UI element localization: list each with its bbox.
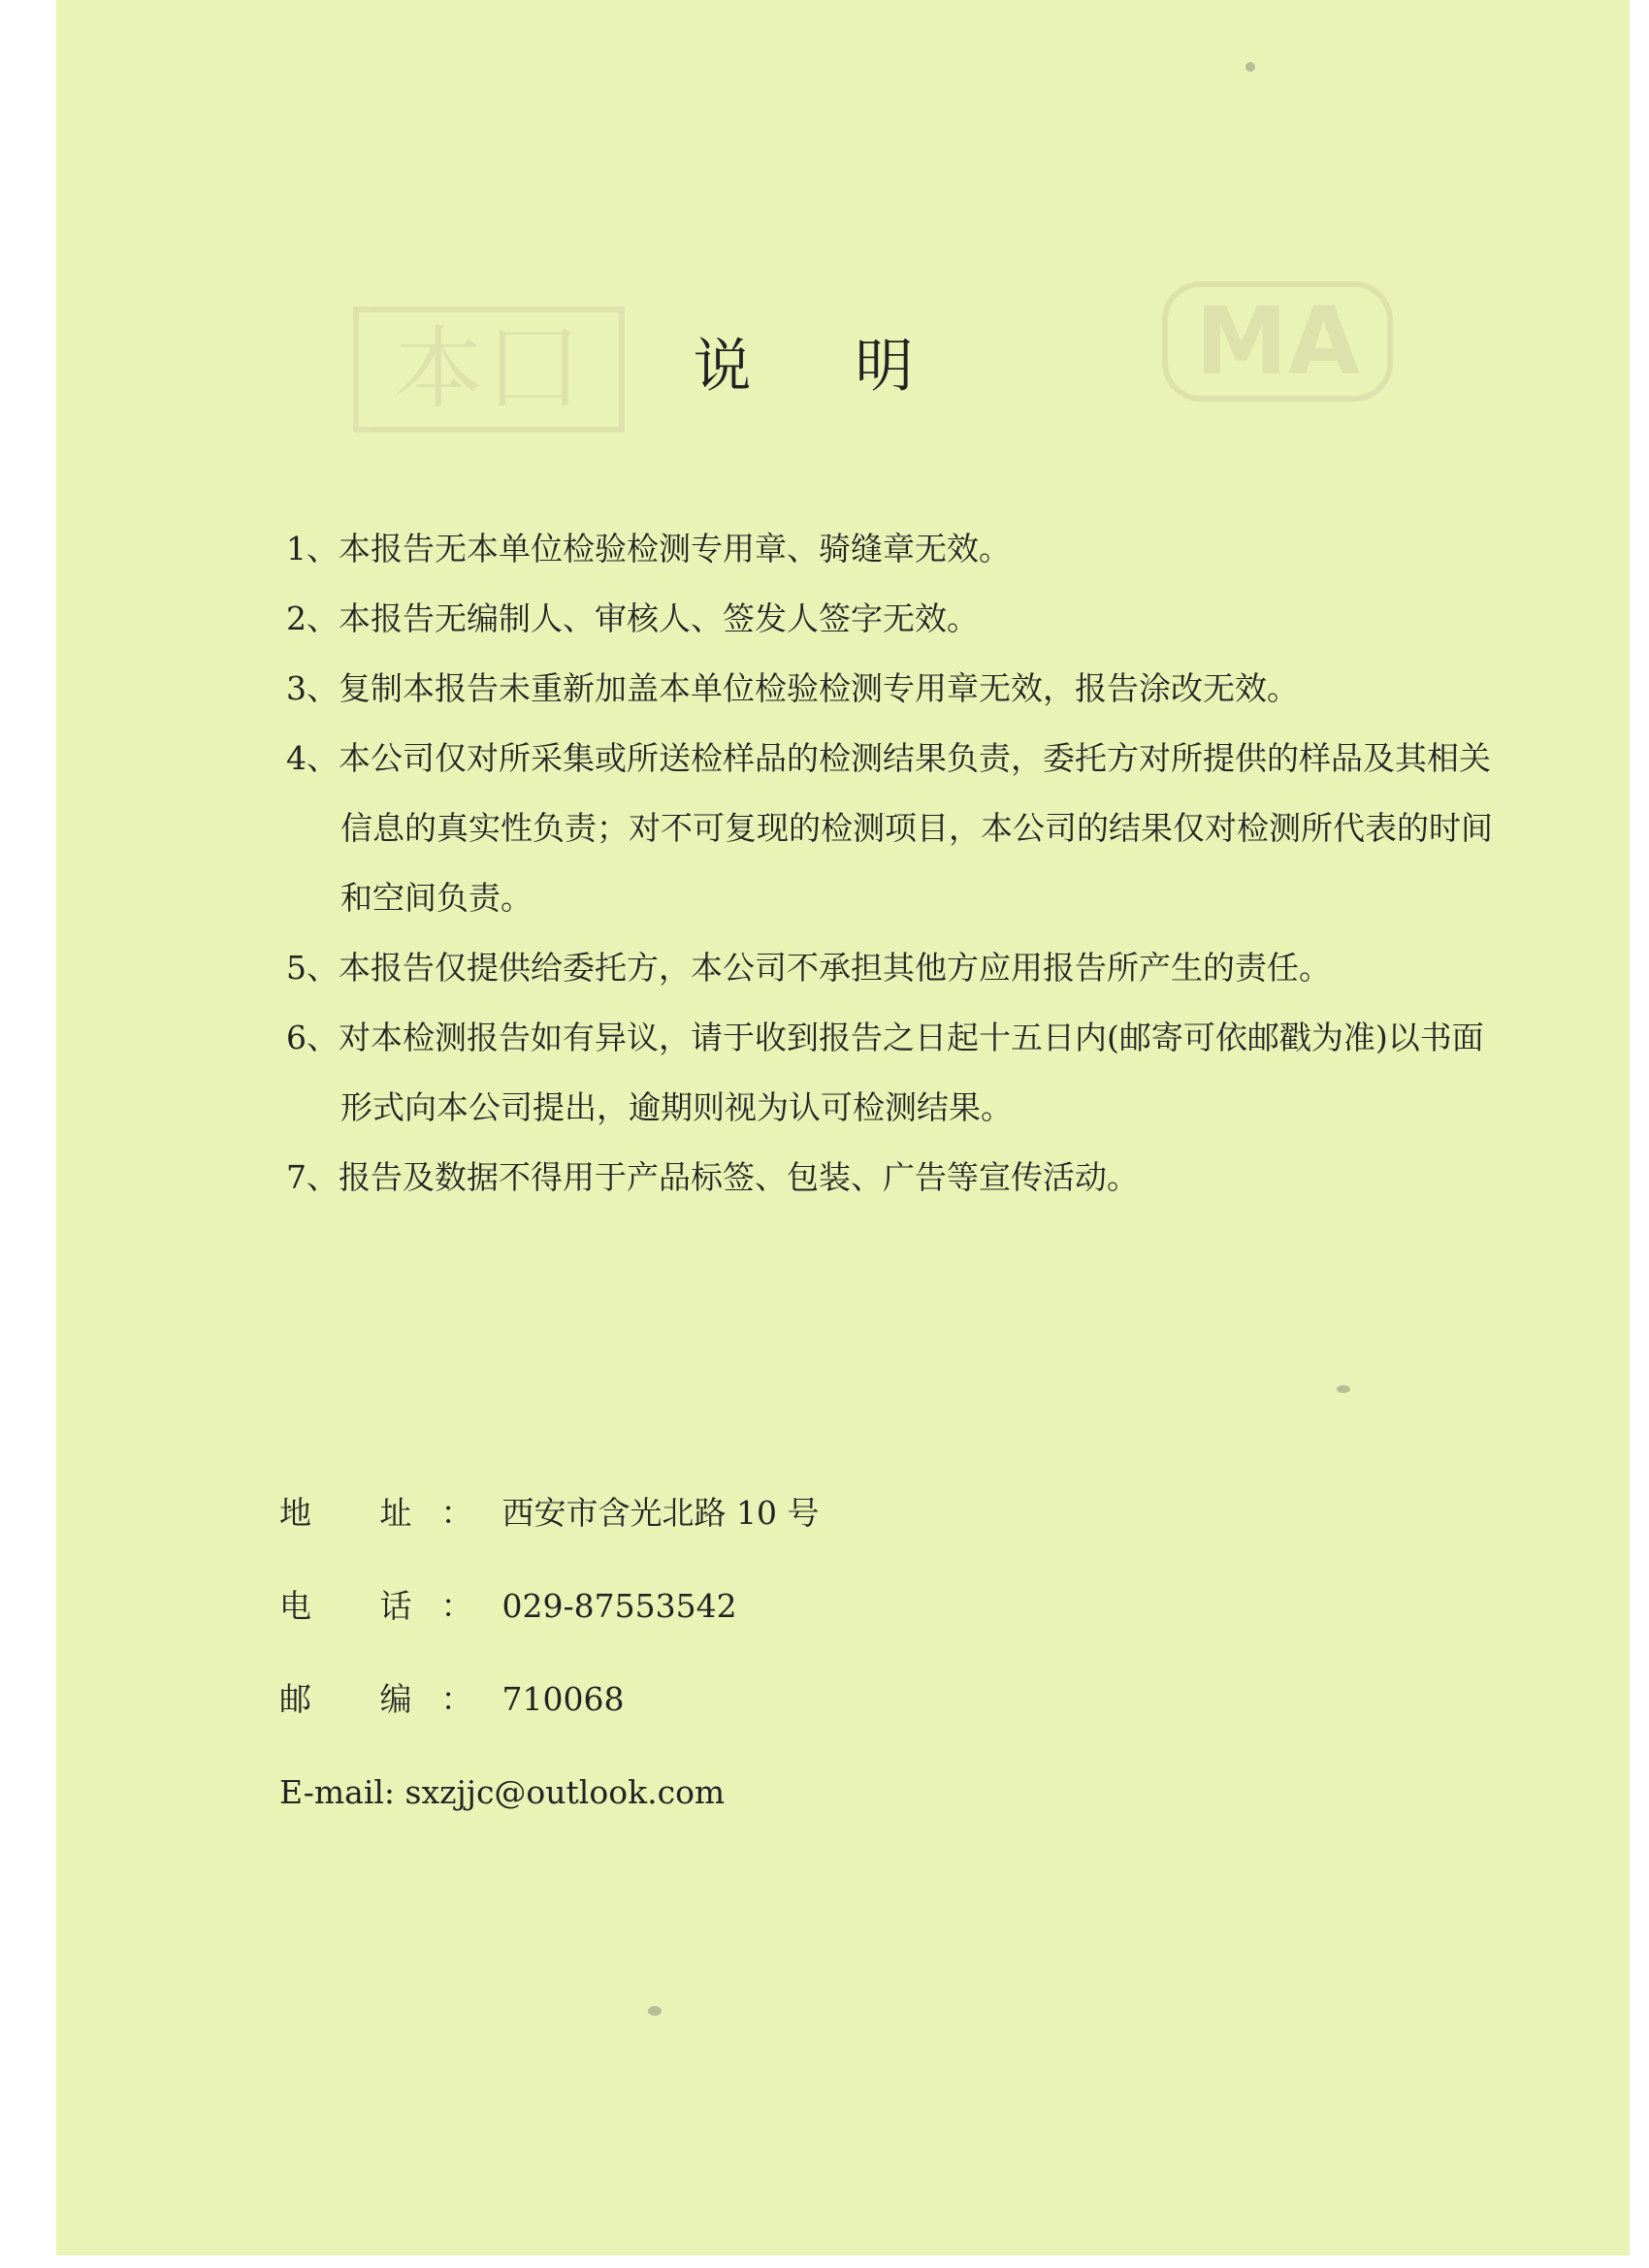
paper-speck [1337,1385,1350,1393]
seal-stamp-left: 本囗 [353,307,625,433]
address-row [279,1484,819,1577]
note-item-7: 7、报告及数据不得用于产品标签、包装、广告等宣传活动。 [286,1158,1139,1196]
postcode-label: 邮 编： [279,1680,502,1718]
postcode-value: 710068 [501,1680,625,1718]
note-item-6: 6、对本检测报告如有异议，请于收到报告之日起十五日内(邮寄可依邮戳为准)以书面形式向本公司提出，逾期则视为认可检测结果。 [286,1019,1484,1126]
note-item-2: 2、本报告无编制人、审核人、签发人签字无效。 [286,599,979,637]
note-item-5: 5、本报告仅提供给委托方，本公司不承担其他方应用报告所产生的责任。 [286,949,1331,987]
contact-block [279,1484,819,1857]
phone-value: 029-87553542 [501,1587,737,1625]
phone-row [279,1577,819,1670]
paper-speck [648,2006,662,2016]
note-item-4: 4、本公司仅对所采集或所送检样品的检测结果负责，委托方对所提供的样品及其相关信息的真实性负责；对不可复现的检测项目，本公司的结果仅对检测所代表的时间和空间负责。 [286,739,1493,917]
notes-list [286,514,1499,1213]
email-row [279,1764,819,1857]
postcode-row [279,1670,819,1764]
note-item-1: 1、本报告无本单位检验检测专用章、骑缝章无效。 [286,530,1011,567]
address-value: 西安市含光北路 10 号 [501,1494,820,1532]
email-value: sxzjjc@outlook.com [404,1773,726,1811]
ma-seal-stamp-right: MA [1162,281,1393,402]
address-label: 地 址： [279,1494,502,1532]
phone-label: 电 话： [279,1587,502,1625]
document-title: 说 明 [693,333,956,401]
email-label: E-mail: [279,1773,396,1811]
paper-speck [1245,62,1255,72]
note-item-3: 3、复制本报告未重新加盖本单位检验检测专用章无效，报告涂改无效。 [286,669,1299,707]
